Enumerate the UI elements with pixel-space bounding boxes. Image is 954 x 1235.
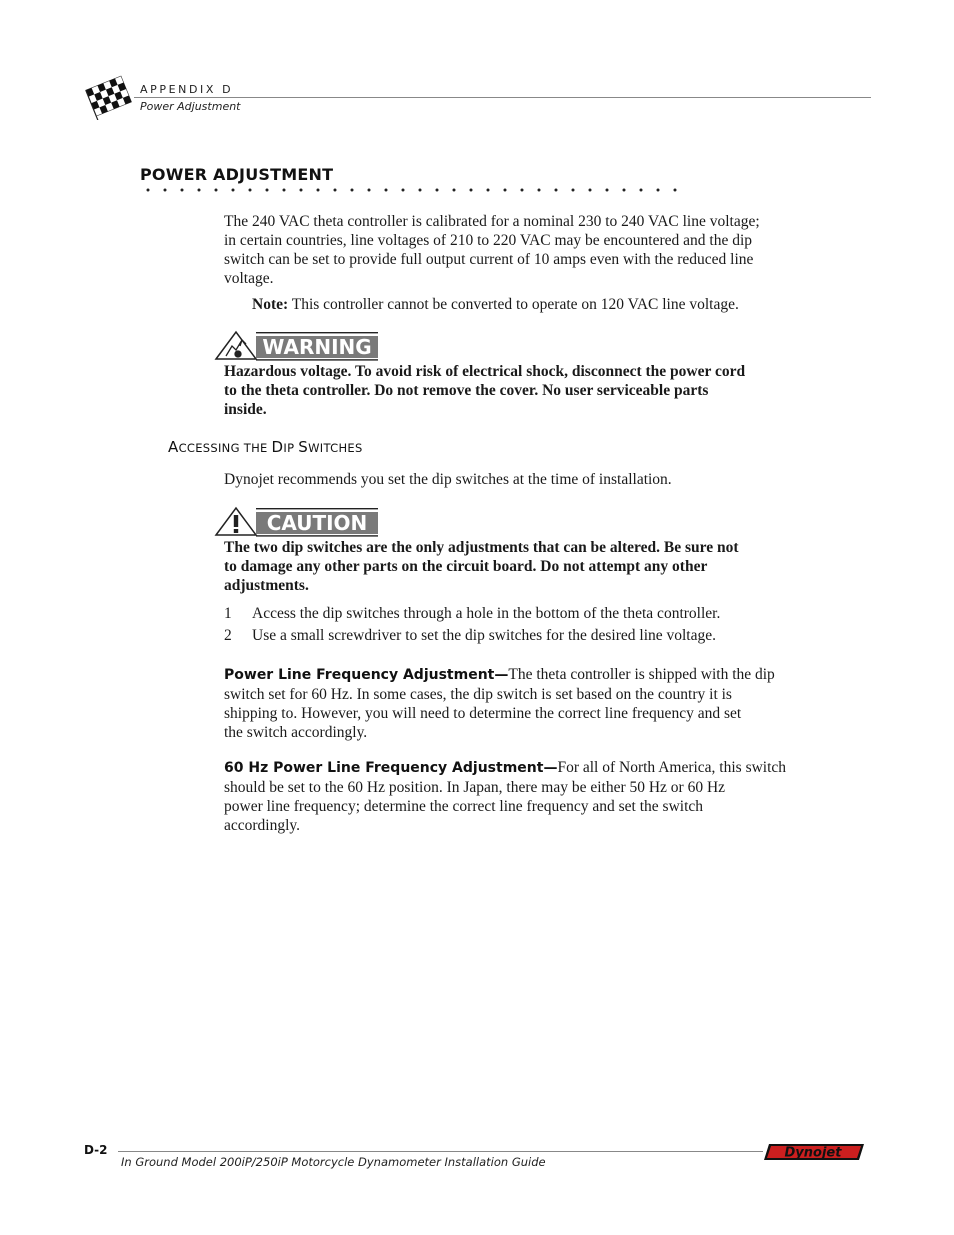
plfa-paragraph <box>224 665 816 742</box>
heading-smallcaps: CCESSING THE <box>178 441 272 455</box>
exclamation-icon <box>234 515 238 533</box>
caution-line: adjustments. <box>224 577 309 594</box>
subsection-heading <box>168 438 363 456</box>
logo-text: Dynojet <box>784 1145 842 1161</box>
caution-text <box>224 538 816 595</box>
plfa-line: the switch accordingly. <box>224 724 368 741</box>
header-subtitle: Power Adjustment <box>140 100 241 113</box>
hz60-line: power line frequency; determine the correct line frequency and set the switch <box>224 798 704 815</box>
warning-text <box>224 362 816 419</box>
caution-line: The two dip switches are the only adjustments that can be altered. Be sure not <box>224 539 739 556</box>
heading-cap: A <box>168 438 179 456</box>
heading-cap: S <box>298 438 309 456</box>
footer-rule <box>118 1151 763 1152</box>
note-label: Note: <box>252 296 289 313</box>
plfa-line: The theta controller is shipped with the dip <box>508 666 775 683</box>
hz60-label: 60 Hz Power Line Frequency Adjustment— <box>224 760 558 776</box>
warning-line: to the theta controller. Do not remove the cover. No user serviceable parts <box>224 382 709 399</box>
hz60-paragraph <box>224 758 816 835</box>
step-item <box>224 605 720 623</box>
intro-line: switch can be set to provide full output current of 10 amps even with the reduced line <box>224 251 754 268</box>
heading-smallcaps: WITCHES <box>308 441 363 455</box>
intro-line: in certain countries, line voltages of 210 to 220 VAC may be encountered and the dip <box>224 232 753 249</box>
hz60-line: should be set to the 60 Hz position. In Japan, there may be either 50 Hz or 60 Hz <box>224 779 726 796</box>
heading-cap: D <box>271 438 284 456</box>
warning-banner-label: WARNING <box>262 335 372 359</box>
page-number: D-2 <box>84 1143 108 1157</box>
plfa-label: Power Line Frequency Adjustment— <box>224 667 509 683</box>
intro-paragraph <box>224 212 816 288</box>
step-number: 1 <box>224 605 232 622</box>
caution-banner-label: CAUTION <box>266 511 368 535</box>
dynojet-logo <box>763 1143 865 1161</box>
warning-line: inside. <box>224 401 267 418</box>
step-item <box>224 627 716 645</box>
heading-smallcaps: IP <box>283 441 299 455</box>
intro-line: The 240 VAC theta controller is calibrated for a nominal 230 to 240 VAC line voltage; <box>224 213 760 230</box>
step-text: Access the dip switches through a hole in the bottom of the theta controller. <box>252 605 721 622</box>
warning-banner <box>214 330 380 361</box>
caution-banner <box>214 506 380 537</box>
warning-line: Hazardous voltage. To avoid risk of electrical shock, disconnect the power cord <box>224 363 746 380</box>
section-title: POWER ADJUSTMENT <box>140 165 334 184</box>
hz60-line: For all of North America, this switch <box>557 759 787 776</box>
header-rule <box>134 97 871 98</box>
hz60-line: accordingly. <box>224 817 301 834</box>
intro-line: voltage. <box>224 270 274 287</box>
checkered-flag-icon <box>84 74 134 120</box>
step-text: Use a small screwdriver to set the dip switches for the desired line voltage. <box>252 627 717 644</box>
note <box>252 296 739 314</box>
note-text: This controller cannot be converted to operate on 120 VAC line voltage. <box>288 296 739 313</box>
footer-title: In Ground Model 200iP/250iP Motorcycle Dynamometer Installation Guide <box>121 1155 546 1169</box>
plfa-line: switch set for 60 Hz. In some cases, the dip switch is set based on the country it is <box>224 686 732 703</box>
appendix-label: APPENDIX D <box>140 83 234 96</box>
caution-line: to damage any other parts on the circuit board. Do not attempt any other <box>224 558 708 575</box>
dotted-rule <box>140 186 690 194</box>
step-number: 2 <box>224 627 232 644</box>
plfa-line: shipping to. However, you will need to determine the correct line frequency and set <box>224 705 742 722</box>
subsection-intro: Dynojet recommends you set the dip switches at the time of installation. <box>224 471 672 488</box>
